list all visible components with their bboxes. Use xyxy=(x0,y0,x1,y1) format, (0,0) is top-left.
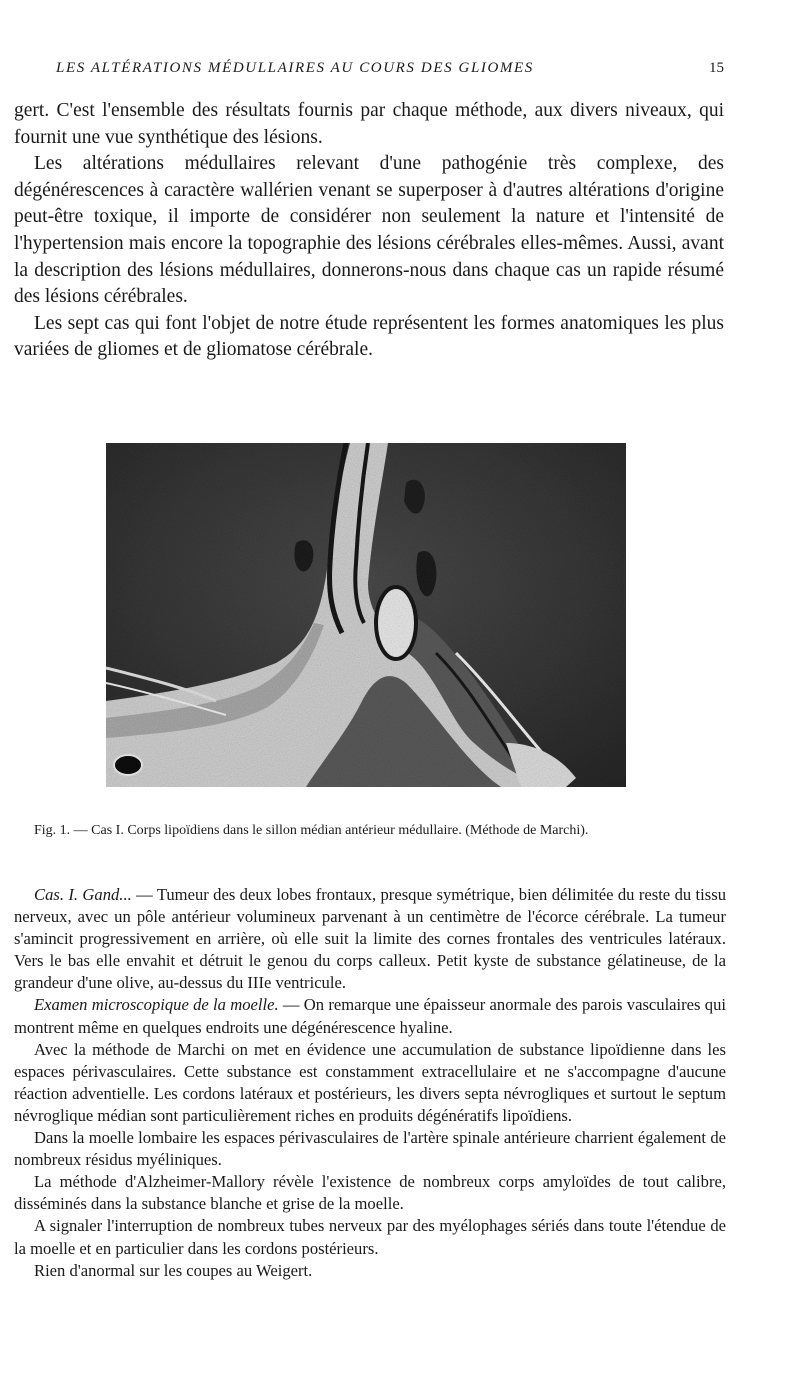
case-exam-paragraph xyxy=(14,994,726,1038)
case-summary: — Tumeur des deux lobes frontaux, presque symétrique, bien délimitée du reste du tissu nerveux, avec un pôle antérieur volumineux parvenant à un centimètre de l'écorce cérébrale. La tumeur s'amincit progressivement en arrière, où elle suit la limite des cornes frontales des ventricules latéraux. Vers le bas elle envahit et détruit le genou du corps calleux. Petit kyste de substance gélatineuse, de la grandeur d'une olive, au-dessus du IIIe ventricule. xyxy=(14,885,726,993)
case-label: Cas. I. Gand... xyxy=(34,885,132,904)
exam-text: — On remarque une épaisseur anormale des parois vasculaires qui montrent même en quelques endroits une dégénérescence hyaline. xyxy=(14,995,726,1037)
case-paragraph: La méthode d'Alzheimer-Mallory révèle l'existence de nombreux corps amyloïdes de tout calibre, disséminés dans la substance blanche et grise de la moelle. xyxy=(14,1172,726,1214)
case-summary-paragraph xyxy=(14,884,726,994)
intro-paragraph: Les altérations médullaires relevant d'une pathogénie très complexe, des dégénérescences à caractère wallérien venant se superposer à d'autres altérations d'origine peut-être toxique, il importe de considérer non seulement la nature et l'intensité de l'hypertension mais encore la topographie des lésions cérébrales elles-mêmes. Aussi, avant la description des lésions médullaires, donnerons-nous dans chaque cas un rapide résumé des lésions cérébrales. xyxy=(14,153,724,308)
exam-label: Examen microscopique de la moelle. xyxy=(34,995,279,1015)
intro-text xyxy=(14,98,724,364)
micrograph-image xyxy=(106,443,626,787)
figure-caption: Fig. 1. — Cas I. Corps lipoïdiens dans le sillon médian antérieur médullaire. (Méthode de Marchi). xyxy=(34,823,589,838)
case-text xyxy=(14,884,726,1282)
running-head-title: LES ALTÉRATIONS MÉDULLAIRES AU COURS DES GLIOMES xyxy=(56,60,534,76)
micrograph-figure xyxy=(106,443,626,787)
case-paragraph: Dans la moelle lombaire les espaces périvasculaires de l'artère spinale antérieure charrient également de nombreux résidus myéliniques. xyxy=(14,1128,726,1170)
running-head xyxy=(56,60,724,82)
intro-paragraph: Les sept cas qui font l'objet de notre étude représentent les formes anatomiques les plus variées de gliomes et de gliomatose cérébrale. xyxy=(14,312,724,361)
case-paragraph: A signaler l'interruption de nombreux tubes nerveux par des myélophages sériés dans toute l'étendue de la moelle et en particulier dans les cordons postérieurs. xyxy=(14,1216,726,1258)
case-paragraph: Avec la méthode de Marchi on met en évidence une accumulation de substance lipoïdienne dans les espaces périvasculaires. Cette substance est constamment extracellulaire et ne s'accompagne d'aucune réaction adventielle. Les cordons latéraux et postérieurs, les divers septa névrogliques et surtout le septum névroglique médian sont particulièrement riches en produits dégénératifs lipoïdiens. xyxy=(14,1039,726,1125)
intro-paragraph: gert. C'est l'ensemble des résultats fournis par chaque méthode, aux divers niveaux, qui fournit une vue synthétique des lésions. xyxy=(14,100,724,148)
page-number: 15 xyxy=(709,60,724,76)
case-paragraph: Rien d'anormal sur les coupes au Weigert. xyxy=(34,1260,313,1280)
